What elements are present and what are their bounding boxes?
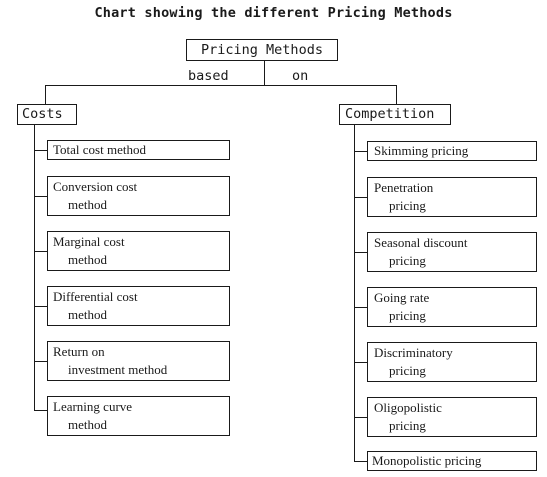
- root-node-pricing-methods: [186, 39, 338, 61]
- competition-leaf-tick: [354, 252, 368, 253]
- branch-node-competition: [339, 104, 451, 125]
- costs-leaf-tick: [34, 150, 48, 151]
- leaf-line-2: pricing: [389, 418, 426, 433]
- connector-left-drop: [45, 85, 46, 104]
- leaf-line-1: Skimming pricing: [374, 143, 469, 158]
- leaf-line-1: Seasonal discount: [374, 235, 468, 250]
- costs-leaf-conversion-cost-method: [47, 176, 230, 216]
- leaf-line-2: pricing: [389, 363, 426, 378]
- leaf-line-1: Going rate: [374, 290, 430, 305]
- branch-node-label: Costs: [22, 106, 63, 122]
- chart-title: Chart showing the different Pricing Methods: [94, 5, 453, 21]
- connector-right-drop: [396, 85, 397, 104]
- competition-leaf-tick: [354, 151, 368, 152]
- leaf-line-1: Learning curve: [53, 399, 133, 414]
- connector-word-based: based: [188, 68, 229, 84]
- leaf-line-2: pricing: [389, 308, 426, 323]
- costs-leaf-learning-curve-method: [47, 396, 230, 436]
- root-node-label: Pricing Methods: [201, 42, 323, 58]
- leaf-line-1: Oligopolistic: [374, 400, 442, 415]
- competition-leaf-monopolistic-pricing: [367, 451, 537, 471]
- leaf-line-1: Conversion cost: [53, 179, 138, 194]
- leaf-line-2: method: [68, 417, 107, 432]
- connector-word-on: on: [292, 68, 309, 84]
- connector-root-stem: [264, 61, 265, 86]
- costs-leaf-tick: [34, 361, 48, 362]
- costs-leaf-return-on-investment-method: [47, 341, 230, 381]
- branch-node-label: Competition: [345, 106, 435, 122]
- competition-leaf-tick: [354, 461, 368, 462]
- leaf-line-1: Monopolistic pricing: [372, 453, 482, 468]
- costs-leaf-differential-cost-method: [47, 286, 230, 326]
- competition-leaf-tick: [354, 197, 368, 198]
- costs-leaf-tick: [34, 410, 48, 411]
- leaf-line-2: method: [68, 197, 107, 212]
- competition-leaf-discriminatory-pricing: [367, 342, 537, 382]
- costs-trunk-line: [34, 125, 35, 411]
- connector-horizontal-bar: [45, 85, 397, 86]
- leaf-line-2: method: [68, 252, 107, 267]
- costs-leaf-tick: [34, 306, 48, 307]
- competition-leaf-going-rate-pricing: [367, 287, 537, 327]
- leaf-line-2: investment method: [68, 362, 168, 377]
- branch-node-costs: [17, 104, 77, 125]
- costs-leaf-total-cost-method: [47, 140, 230, 160]
- leaf-line-1: Marginal cost: [53, 234, 125, 249]
- costs-leaf-marginal-cost-method: [47, 231, 230, 271]
- competition-leaf-tick: [354, 362, 368, 363]
- leaf-line-1: Discriminatory: [374, 345, 453, 360]
- competition-leaf-tick: [354, 307, 368, 308]
- leaf-line-1: Return on: [53, 344, 105, 359]
- leaf-line-1: Penetration: [374, 180, 434, 195]
- competition-leaf-oligopolistic-pricing: [367, 397, 537, 437]
- leaf-line-1: Differential cost: [53, 289, 138, 304]
- competition-leaf-penetration-pricing: [367, 177, 537, 217]
- leaf-line-2: pricing: [389, 253, 426, 268]
- competition-leaf-skimming-pricing: [367, 141, 537, 161]
- leaf-line-1: Total cost method: [53, 142, 146, 157]
- leaf-line-2: method: [68, 307, 107, 322]
- competition-leaf-seasonal-discount-pricing: [367, 232, 537, 272]
- competition-leaf-tick: [354, 417, 368, 418]
- leaf-line-2: pricing: [389, 198, 426, 213]
- competition-trunk-line: [354, 125, 355, 462]
- costs-leaf-tick: [34, 251, 48, 252]
- costs-leaf-tick: [34, 196, 48, 197]
